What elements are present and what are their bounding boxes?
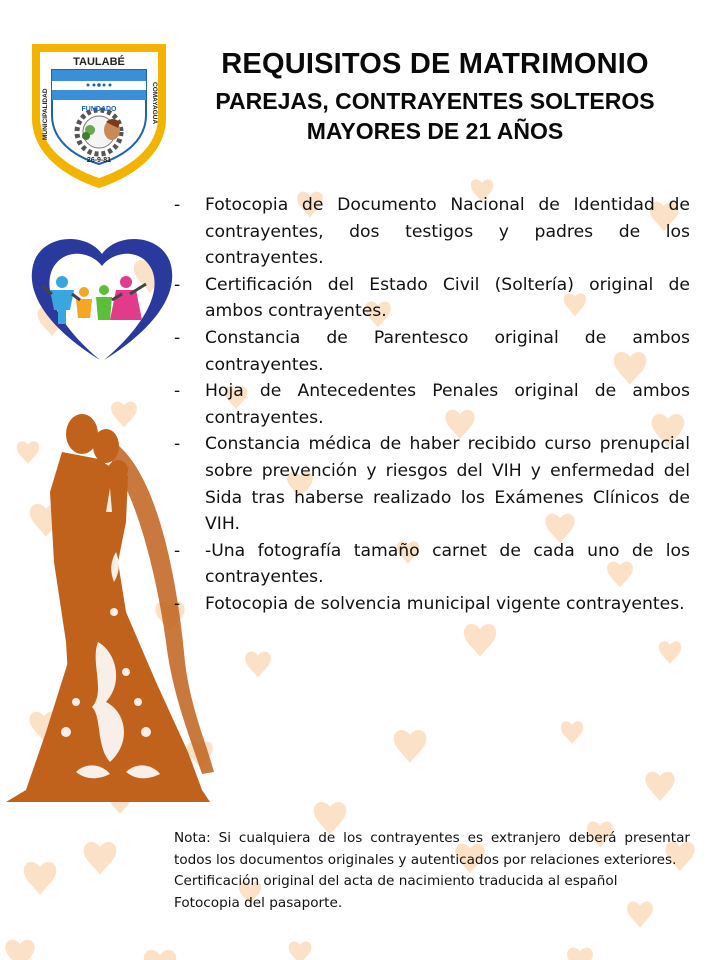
list-item	[172, 325, 690, 378]
list-dash: -	[174, 540, 181, 561]
list-item	[172, 192, 690, 272]
list-dash: -	[174, 327, 181, 348]
requirements-list	[172, 192, 690, 618]
page-title: REQUISITOS DE MATRIMONIO	[221, 48, 649, 80]
note-line: Fotocopia del pasaporte.	[174, 894, 343, 911]
page-subtitle-1: PAREJAS, CONTRAYENTES SOLTEROS	[215, 88, 655, 114]
note-line: Certificación original del acta de nacimiento traducida al español	[174, 873, 618, 890]
list-item	[172, 538, 690, 591]
requirement-text: Constancia médica de haber recibido curso prenupcial sobre prevención y riesgos del VIH y enfermedad del Sida tras haberse realizado los Exámenes Clínicos de VIH.	[205, 434, 690, 535]
heart-decoration-icon	[567, 948, 593, 960]
crest-top-text: TAULABÉ	[73, 56, 125, 68]
heart-decoration-icon	[394, 730, 426, 763]
crest-band-text: FUNDADO	[81, 106, 117, 113]
crest-date-text: 26-9-81	[86, 157, 112, 164]
list-dash: -	[174, 195, 181, 215]
requirement-text: Fotocopia de solvencia municipal vigente contrayentes.	[205, 593, 685, 614]
list-item	[172, 431, 690, 537]
list-dash: -	[174, 593, 181, 614]
heart-decoration-icon	[464, 624, 496, 657]
note-line: Nota: Si cualquiera de los contrayentes es extranjero deberá presentar todos los documentos originales y autenticados por relaciones exteriores.	[174, 830, 690, 868]
requirement-text: Constancia de Parentesco original de ambos contrayentes.	[205, 327, 690, 375]
requirement-text: Certificación del Estado Civil (Soltería) original de ambos contrayentes.	[205, 274, 690, 322]
list-item	[172, 378, 690, 431]
page-subtitle-2: MAYORES DE 21 AÑOS	[306, 118, 564, 144]
heart-decoration-icon	[659, 641, 681, 664]
heart-decoration-icon	[245, 652, 271, 678]
heart-decoration-icon	[561, 721, 583, 744]
heart-decoration-icon	[84, 842, 116, 875]
family-heart-icon	[22, 232, 182, 364]
heart-decoration-icon	[5, 940, 34, 960]
requirement-text: -Una fotografía tamaño carnet de cada uno de los contrayentes.	[205, 540, 690, 588]
list-dash: -	[174, 434, 181, 455]
note-section	[174, 828, 690, 914]
list-dash: -	[174, 274, 181, 295]
list-item	[172, 272, 690, 325]
heart-decoration-icon	[144, 950, 176, 960]
heart-decoration-icon	[645, 772, 674, 801]
crest-left-text: MUNICIPALIDAD	[42, 88, 49, 140]
crest-right-text: COMAYAGUA	[151, 82, 158, 125]
requirement-text: Hoja de Antecedentes Penales original de ambos contrayentes.	[205, 381, 690, 428]
requirement-text: Fotocopia de Documento Nacional de Identidad de contrayentes, dos testigos y padres de los contrayentes.	[205, 195, 690, 269]
municipal-crest-icon	[28, 40, 170, 190]
heart-decoration-icon	[289, 941, 311, 960]
heart-decoration-icon	[24, 862, 56, 895]
list-dash: -	[174, 381, 181, 402]
list-item	[172, 591, 690, 618]
